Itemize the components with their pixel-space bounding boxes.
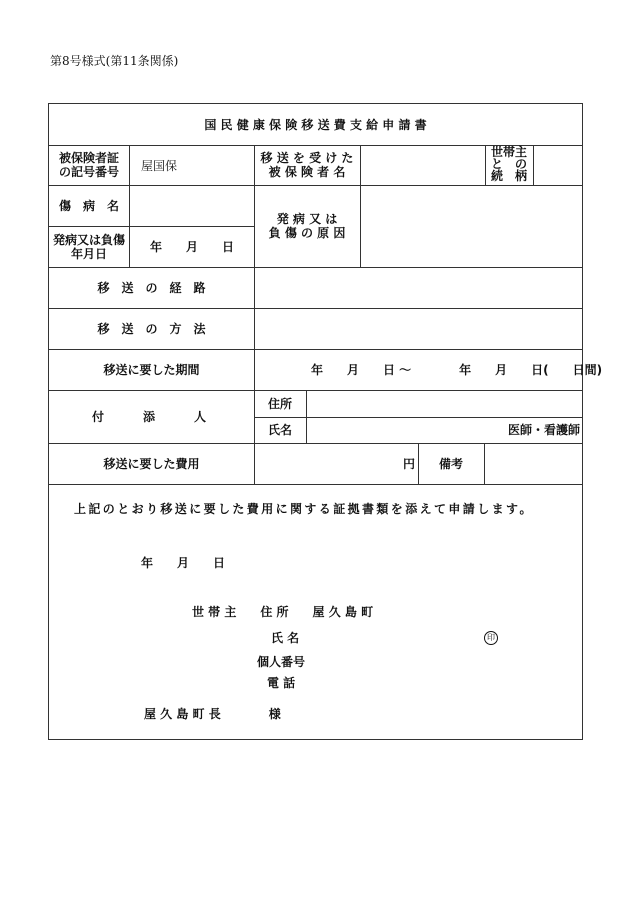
divider	[49, 349, 582, 350]
divider	[254, 417, 582, 418]
relationship-field[interactable]	[534, 146, 582, 185]
householder-name-label: 氏 名	[271, 631, 300, 645]
application-date: 年 月 日	[141, 556, 226, 570]
relationship-label: 世帯主	[490, 145, 527, 159]
route-field[interactable]	[255, 268, 582, 308]
attendant-name-label: 氏名	[267, 423, 292, 437]
onset-date-label: 年月日	[70, 247, 107, 261]
transported-insured-name-field[interactable]	[361, 146, 485, 185]
divider	[49, 484, 582, 485]
transported-insured-label: 被 保 険 者 名	[268, 165, 346, 179]
declaration-statement: 上記のとおり移送に要した費用に関する証拠書類を添えて申請します。	[74, 502, 534, 516]
route-label: 移 送 の 経 路	[97, 281, 206, 295]
remarks-label: 備考	[438, 457, 463, 471]
cause-field[interactable]	[361, 186, 582, 267]
relationship-label: 続 柄	[490, 169, 527, 183]
onset-date-label: 発病又は負傷	[52, 233, 125, 247]
cause-label: 負 傷 の 原 因	[268, 226, 346, 240]
personal-number-label: 個人番号	[257, 655, 306, 669]
method-label: 移 送 の 方 法	[97, 322, 206, 336]
insured-number-label: の記号番号	[58, 165, 119, 179]
attendant-label: 付 添 人	[91, 410, 211, 424]
insured-number-field[interactable]: 屋国保	[141, 159, 178, 173]
cost-label: 移送に要した費用	[103, 457, 200, 471]
phone-label: 電 話	[267, 676, 296, 690]
form-title: 国 民 健 康 保 険 移 送 費 支 給 申 請 書	[204, 118, 427, 132]
injury-name-field[interactable]	[130, 186, 254, 226]
cause-label: 発 病 又 は	[276, 212, 338, 226]
onset-date-field[interactable]: 年 月 日	[149, 240, 234, 254]
cost-unit: 円	[403, 457, 416, 471]
seal-icon: 印	[484, 631, 498, 645]
application-form	[48, 103, 603, 740]
attendant-role: 医師・看護師	[508, 423, 581, 437]
period-label: 移送に要した期間	[103, 363, 200, 377]
divider	[49, 226, 254, 227]
period-field[interactable]: 年 月 日 〜 年 月 日( 日間)	[311, 363, 603, 377]
transported-insured-label: 移 送 を 受 け た	[260, 151, 354, 165]
householder-address: 世 帯 主 住 所 屋 久 島 町	[192, 605, 374, 619]
cost-field[interactable]	[255, 444, 400, 484]
attendant-address-label: 住所	[267, 397, 292, 411]
remarks-field[interactable]	[485, 444, 582, 484]
form-number-label: 第8号様式(第11条関係)	[50, 54, 179, 68]
insured-number-label: 被保険者証	[58, 151, 119, 165]
method-field[interactable]	[255, 309, 582, 349]
relationship-label: と の	[490, 157, 527, 171]
injury-name-label: 傷 病 名	[58, 199, 119, 213]
attendant-address-field[interactable]	[307, 391, 582, 417]
addressee: 屋 久 島 町 長 様	[144, 707, 281, 721]
